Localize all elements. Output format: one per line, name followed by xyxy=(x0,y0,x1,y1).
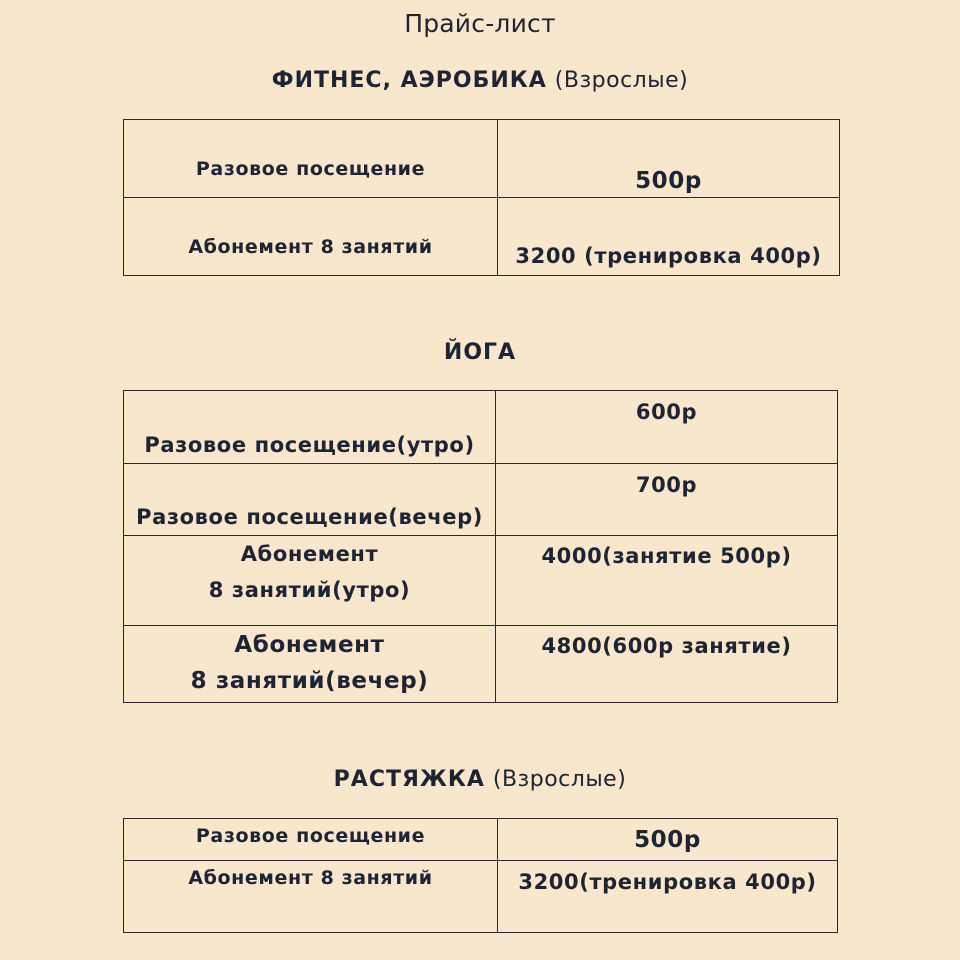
service-cell xyxy=(124,626,496,703)
price-table-yoga xyxy=(123,390,838,703)
price-value: 600р xyxy=(635,400,698,424)
service-cell xyxy=(124,198,498,276)
service-label xyxy=(124,536,495,608)
service-label: Разовое посещение xyxy=(195,158,426,180)
section-subtitle: (Взрослые) xyxy=(492,767,627,792)
service-cell xyxy=(124,536,496,626)
table-row xyxy=(124,464,838,536)
table-row xyxy=(124,861,838,933)
price-cell xyxy=(498,120,840,198)
price-cell xyxy=(498,819,838,861)
price-value: 500р xyxy=(634,827,701,853)
table-row xyxy=(124,198,840,276)
section-title-stretching xyxy=(0,767,960,792)
service-label-line: 8 занятий(утро) xyxy=(208,578,411,602)
section-title-text: ФИТНЕС, АЭРОБИКА xyxy=(271,68,547,93)
service-label-line: Абонемент xyxy=(234,632,385,658)
table-row xyxy=(124,819,838,861)
section-title-text: ЙОГА xyxy=(443,340,517,365)
section-title-yoga xyxy=(0,340,960,365)
price-table-fitness xyxy=(123,119,840,276)
price-cell xyxy=(498,861,838,933)
service-label xyxy=(124,627,495,699)
price-value: 4000(занятие 500р) xyxy=(541,544,792,568)
section-title-text: РАСТЯЖКА xyxy=(333,767,485,792)
price-value: 3200 (тренировка 400р) xyxy=(515,244,822,268)
service-label: Разовое посещение(вечер) xyxy=(136,505,483,529)
service-label: Разовое посещение xyxy=(195,825,426,847)
table-row xyxy=(124,391,838,464)
section-subtitle: (Взрослые) xyxy=(554,68,689,93)
service-cell xyxy=(124,861,498,933)
service-label: Абонемент 8 занятий xyxy=(188,236,433,258)
service-cell xyxy=(124,391,496,464)
service-label-line: Абонемент xyxy=(240,542,379,566)
table-row xyxy=(124,120,840,198)
service-label: Разовое посещение(утро) xyxy=(144,433,475,457)
price-value: 500р xyxy=(635,168,702,194)
service-cell xyxy=(124,819,498,861)
service-label-line: 8 занятий(вечер) xyxy=(190,668,429,694)
price-value: 4800(600р занятие) xyxy=(541,634,792,658)
price-cell xyxy=(496,626,838,703)
table-row xyxy=(124,626,838,703)
price-value: 3200(тренировка 400р) xyxy=(518,870,817,894)
price-cell xyxy=(496,464,838,536)
price-cell xyxy=(496,391,838,464)
page-title: Прайс-лист xyxy=(404,9,556,38)
service-cell xyxy=(124,120,498,198)
price-cell xyxy=(498,198,840,276)
service-label: Абонемент 8 занятий xyxy=(188,867,433,889)
section-title-fitness xyxy=(0,68,960,93)
price-cell xyxy=(496,536,838,626)
service-cell xyxy=(124,464,496,536)
price-table-stretching xyxy=(123,818,838,933)
price-value: 700р xyxy=(635,473,698,497)
table-row xyxy=(124,536,838,626)
